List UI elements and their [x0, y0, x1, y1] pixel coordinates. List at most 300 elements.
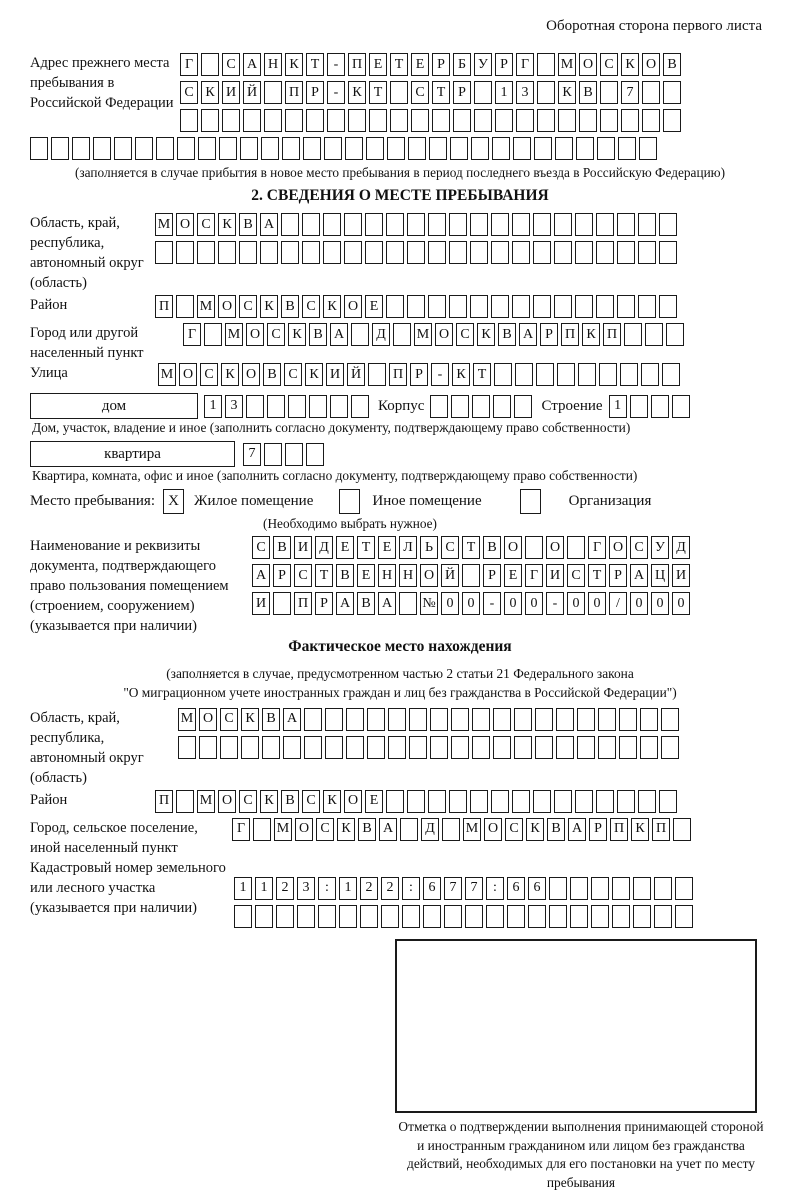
char-cell: [430, 708, 448, 731]
option-org-label: Организация: [568, 493, 652, 509]
char-cell: [72, 137, 90, 160]
char-cell: Д: [372, 323, 390, 346]
char-cell: Р: [432, 53, 450, 76]
kadastr-row-1: [234, 877, 696, 900]
fact-gorod-label: Город, сельское поселение, иной населенный пункт: [30, 819, 198, 856]
ulitsa-block: [30, 363, 770, 391]
char-cell: [114, 137, 132, 160]
char-cell: [240, 137, 258, 160]
char-cell: [198, 137, 216, 160]
char-cell: [428, 295, 446, 318]
char-cell: :: [486, 877, 504, 900]
char-cell: Й: [347, 363, 365, 386]
kvartira-cells: [243, 443, 327, 466]
char-cell: В: [483, 536, 501, 559]
char-cell: А: [379, 818, 397, 841]
char-cell: О: [344, 790, 362, 813]
char-cell: Д: [421, 818, 439, 841]
char-cell: [255, 905, 273, 928]
char-cell: [451, 708, 469, 731]
char-cell: [386, 213, 404, 236]
char-cell: Г: [588, 536, 606, 559]
char-cell: С: [267, 323, 285, 346]
char-cell: [219, 137, 237, 160]
char-cell: [408, 137, 426, 160]
char-cell: [662, 363, 680, 386]
char-cell: [470, 241, 488, 264]
char-cell: [575, 790, 593, 813]
char-cell: [309, 395, 327, 418]
char-cell: [451, 395, 469, 418]
char-cell: [661, 736, 679, 759]
char-cell: П: [389, 363, 407, 386]
char-cell: [491, 790, 509, 813]
char-cell: Й: [243, 81, 261, 104]
char-cell: [381, 905, 399, 928]
char-cell: [533, 213, 551, 236]
char-cell: К: [477, 323, 495, 346]
char-cell: [576, 137, 594, 160]
char-cell: [472, 395, 490, 418]
char-cell: [442, 818, 460, 841]
fact-rayon-block: [30, 790, 770, 818]
char-cell: О: [579, 53, 597, 76]
document-row-3: [252, 592, 693, 615]
char-cell: Н: [264, 53, 282, 76]
fact-gorod-row: [232, 818, 694, 841]
checkbox-org[interactable]: [520, 489, 541, 514]
char-cell: [663, 109, 681, 132]
char-cell: М: [178, 708, 196, 731]
checkbox-inoe[interactable]: [339, 489, 360, 514]
char-cell: [619, 708, 637, 731]
char-cell: [570, 877, 588, 900]
char-cell: Б: [453, 53, 471, 76]
char-cell: [407, 241, 425, 264]
char-cell: И: [672, 564, 690, 587]
char-cell: У: [651, 536, 669, 559]
char-cell: [51, 137, 69, 160]
char-cell: Т: [462, 536, 480, 559]
char-cell: [663, 81, 681, 104]
char-cell: [493, 736, 511, 759]
char-cell: [407, 213, 425, 236]
char-cell: [386, 241, 404, 264]
char-cell: М: [155, 213, 173, 236]
char-cell: [470, 213, 488, 236]
char-cell: [558, 109, 576, 132]
gorod-row: [183, 323, 687, 346]
gorod-block: [30, 323, 770, 363]
char-cell: Т: [432, 81, 450, 104]
char-cell: /: [609, 592, 627, 615]
char-cell: [273, 592, 291, 615]
document-row-1: [252, 536, 693, 559]
char-cell: [535, 708, 553, 731]
char-cell: [513, 137, 531, 160]
mesto-note: (Необходимо выбрать нужное): [263, 516, 437, 531]
char-cell: [428, 241, 446, 264]
char-cell: [444, 905, 462, 928]
char-cell: [204, 323, 222, 346]
char-cell: [493, 395, 511, 418]
fact-rayon-row: [155, 790, 680, 813]
kvartira-caption: Квартира, комната, офис и иное (заполнить согласно документу, подтверждающему право собственности): [32, 468, 638, 483]
char-cell: П: [652, 818, 670, 841]
mesto-block: [30, 489, 770, 514]
char-cell: 3: [297, 877, 315, 900]
char-cell: [262, 736, 280, 759]
char-cell: [402, 905, 420, 928]
char-cell: О: [218, 790, 236, 813]
char-cell: [672, 395, 690, 418]
fact-note-line2: "О миграционном учете иностранных граждан и лиц без гражданства в Российской Федерации"): [123, 685, 677, 701]
char-cell: О: [218, 295, 236, 318]
char-cell: Г: [525, 564, 543, 587]
char-cell: С: [239, 295, 257, 318]
char-cell: -: [483, 592, 501, 615]
char-cell: О: [504, 536, 522, 559]
char-cell: [282, 137, 300, 160]
char-cell: Г: [516, 53, 534, 76]
char-cell: [367, 708, 385, 731]
char-cell: [264, 81, 282, 104]
char-cell: Е: [365, 790, 383, 813]
char-cell: [411, 109, 429, 132]
char-cell: [285, 443, 303, 466]
char-cell: 0: [462, 592, 480, 615]
char-cell: [135, 137, 153, 160]
char-cell: [537, 109, 555, 132]
char-cell: М: [274, 818, 292, 841]
char-cell: [344, 213, 362, 236]
char-cell: С: [456, 323, 474, 346]
char-cell: С: [600, 53, 618, 76]
char-cell: [612, 877, 630, 900]
char-cell: [306, 443, 324, 466]
char-cell: [471, 137, 489, 160]
char-cell: К: [526, 818, 544, 841]
fact-oblast-row-2: [178, 736, 682, 759]
char-cell: 6: [423, 877, 441, 900]
char-cell: [470, 790, 488, 813]
char-cell: [302, 241, 320, 264]
char-cell: К: [221, 363, 239, 386]
char-cell: 0: [588, 592, 606, 615]
char-cell: [367, 736, 385, 759]
char-cell: Г: [180, 53, 198, 76]
char-cell: Е: [369, 53, 387, 76]
char-cell: [407, 790, 425, 813]
char-cell: [365, 213, 383, 236]
char-cell: Д: [315, 536, 333, 559]
char-cell: [492, 137, 510, 160]
prev-address-row-3: [180, 109, 684, 132]
char-cell: [387, 137, 405, 160]
char-cell: [302, 213, 320, 236]
char-cell: С: [180, 81, 198, 104]
char-cell: [640, 736, 658, 759]
char-cell: [537, 81, 555, 104]
char-cell: 7: [621, 81, 639, 104]
prev-address-block: [30, 53, 770, 137]
char-cell: С: [441, 536, 459, 559]
char-cell: [491, 295, 509, 318]
char-cell: И: [252, 592, 270, 615]
char-cell: К: [337, 818, 355, 841]
char-cell: [449, 295, 467, 318]
char-cell: Г: [232, 818, 250, 841]
char-cell: К: [558, 81, 576, 104]
char-cell: [288, 395, 306, 418]
prev-address-rows: [180, 53, 684, 137]
char-cell: С: [220, 708, 238, 731]
char-cell: [201, 109, 219, 132]
char-cell: К: [285, 53, 303, 76]
char-cell: [155, 241, 173, 264]
char-cell: П: [348, 53, 366, 76]
char-cell: А: [519, 323, 537, 346]
char-cell: [390, 81, 408, 104]
char-cell: В: [263, 363, 281, 386]
char-cell: [536, 363, 554, 386]
char-cell: [639, 137, 657, 160]
char-cell: [512, 213, 530, 236]
char-cell: [491, 213, 509, 236]
char-cell: [386, 295, 404, 318]
char-cell: Р: [453, 81, 471, 104]
char-cell: Р: [410, 363, 428, 386]
char-cell: [303, 137, 321, 160]
oblast-row-1: [155, 213, 680, 236]
char-cell: В: [309, 323, 327, 346]
char-cell: [659, 295, 677, 318]
char-cell: [633, 877, 651, 900]
char-cell: А: [568, 818, 586, 841]
char-cell: [176, 790, 194, 813]
char-cell: [598, 708, 616, 731]
char-cell: [176, 241, 194, 264]
char-cell: О: [484, 818, 502, 841]
ulitsa-row: [158, 363, 683, 386]
char-cell: [339, 905, 357, 928]
char-cell: [201, 53, 219, 76]
char-cell: А: [630, 564, 648, 587]
char-cell: [617, 213, 635, 236]
char-cell: [556, 708, 574, 731]
char-cell: 0: [630, 592, 648, 615]
char-cell: И: [326, 363, 344, 386]
korpus-cells: [430, 395, 535, 418]
char-cell: [624, 323, 642, 346]
char-cell: [556, 736, 574, 759]
fact-title: Фактическое место нахождения: [288, 638, 512, 655]
char-cell: [638, 790, 656, 813]
char-cell: 0: [567, 592, 585, 615]
char-cell: Т: [315, 564, 333, 587]
char-cell: [318, 905, 336, 928]
stamp-area: [395, 939, 767, 1193]
char-cell: [577, 736, 595, 759]
char-cell: [577, 708, 595, 731]
char-cell: [617, 790, 635, 813]
char-cell: К: [260, 790, 278, 813]
char-cell: Е: [504, 564, 522, 587]
char-cell: [493, 708, 511, 731]
char-cell: М: [197, 295, 215, 318]
char-cell: [618, 137, 636, 160]
char-cell: [366, 137, 384, 160]
char-cell: [324, 137, 342, 160]
char-cell: К: [452, 363, 470, 386]
char-cell: В: [547, 818, 565, 841]
char-cell: Ь: [420, 536, 438, 559]
char-cell: Р: [609, 564, 627, 587]
char-cell: Р: [306, 81, 324, 104]
char-cell: О: [176, 213, 194, 236]
char-cell: К: [288, 323, 306, 346]
char-cell: [575, 213, 593, 236]
char-cell: Т: [473, 363, 491, 386]
char-cell: Р: [315, 592, 333, 615]
char-cell: Р: [495, 53, 513, 76]
char-cell: [533, 241, 551, 264]
char-cell: 1: [339, 877, 357, 900]
rayon-block: [30, 295, 770, 323]
char-cell: [659, 241, 677, 264]
char-cell: [535, 736, 553, 759]
rayon-row: [155, 295, 680, 318]
char-cell: [220, 736, 238, 759]
char-cell: 1: [609, 395, 627, 418]
char-cell: [432, 109, 450, 132]
char-cell: С: [567, 564, 585, 587]
char-cell: [575, 295, 593, 318]
char-cell: [659, 213, 677, 236]
char-cell: А: [283, 708, 301, 731]
char-cell: [365, 241, 383, 264]
fact-oblast-row-1: [178, 708, 682, 731]
char-cell: И: [546, 564, 564, 587]
char-cell: [659, 790, 677, 813]
char-cell: [654, 877, 672, 900]
char-cell: Т: [306, 53, 324, 76]
stroenie-label: Строение: [541, 397, 603, 414]
char-cell: [197, 241, 215, 264]
char-cell: [297, 905, 315, 928]
char-cell: К: [621, 53, 639, 76]
char-cell: [409, 708, 427, 731]
char-cell: [596, 790, 614, 813]
char-cell: 0: [651, 592, 669, 615]
char-cell: [267, 395, 285, 418]
checkbox-zhiloe[interactable]: X: [163, 489, 184, 514]
dom-cells: [204, 395, 372, 418]
char-cell: [390, 109, 408, 132]
char-cell: [514, 708, 532, 731]
char-cell: О: [199, 708, 217, 731]
char-cell: Т: [588, 564, 606, 587]
char-cell: [515, 363, 533, 386]
char-cell: П: [561, 323, 579, 346]
char-cell: [591, 877, 609, 900]
char-cell: [472, 708, 490, 731]
char-cell: И: [222, 81, 240, 104]
char-cell: Е: [365, 295, 383, 318]
char-cell: К: [323, 790, 341, 813]
char-cell: [554, 241, 572, 264]
char-cell: О: [242, 363, 260, 386]
char-cell: [591, 905, 609, 928]
char-cell: [557, 363, 575, 386]
char-cell: Д: [672, 536, 690, 559]
char-cell: [661, 708, 679, 731]
char-cell: С: [505, 818, 523, 841]
char-cell: [276, 905, 294, 928]
char-cell: С: [302, 295, 320, 318]
char-cell: [285, 109, 303, 132]
char-cell: [351, 323, 369, 346]
char-cell: [642, 81, 660, 104]
char-cell: С: [252, 536, 270, 559]
char-cell: С: [302, 790, 320, 813]
char-cell: 0: [441, 592, 459, 615]
char-cell: Ц: [651, 564, 669, 587]
char-cell: Р: [273, 564, 291, 587]
stroenie-cells: [609, 395, 693, 418]
char-cell: Н: [399, 564, 417, 587]
kvartira-block: [30, 441, 770, 467]
char-cell: [599, 363, 617, 386]
char-cell: А: [330, 323, 348, 346]
kvartira-fieldbox: квартира: [30, 441, 235, 467]
char-cell: [472, 736, 490, 759]
prev-address-row-4: [30, 137, 770, 160]
char-cell: [351, 395, 369, 418]
char-cell: -: [546, 592, 564, 615]
korpus-label: Корпус: [378, 397, 425, 414]
char-cell: 1: [495, 81, 513, 104]
char-cell: [451, 736, 469, 759]
char-cell: [428, 213, 446, 236]
char-cell: [554, 213, 572, 236]
char-cell: [600, 109, 618, 132]
backside-note: Оборотная сторона первого листа: [546, 18, 762, 34]
char-cell: В: [357, 592, 375, 615]
char-cell: [620, 363, 638, 386]
char-cell: [344, 241, 362, 264]
char-cell: 0: [525, 592, 543, 615]
char-cell: А: [378, 592, 396, 615]
char-cell: [218, 241, 236, 264]
char-cell: 7: [465, 877, 483, 900]
char-cell: [641, 363, 659, 386]
char-cell: А: [260, 213, 278, 236]
char-cell: [241, 736, 259, 759]
char-cell: О: [546, 536, 564, 559]
char-cell: [537, 53, 555, 76]
char-cell: С: [200, 363, 218, 386]
char-cell: [281, 213, 299, 236]
char-cell: [180, 109, 198, 132]
char-cell: [264, 443, 282, 466]
rayon-label: Район: [30, 297, 68, 313]
char-cell: [596, 295, 614, 318]
char-cell: [617, 295, 635, 318]
fact-oblast-block: [30, 708, 770, 788]
char-cell: [283, 736, 301, 759]
char-cell: [239, 241, 257, 264]
